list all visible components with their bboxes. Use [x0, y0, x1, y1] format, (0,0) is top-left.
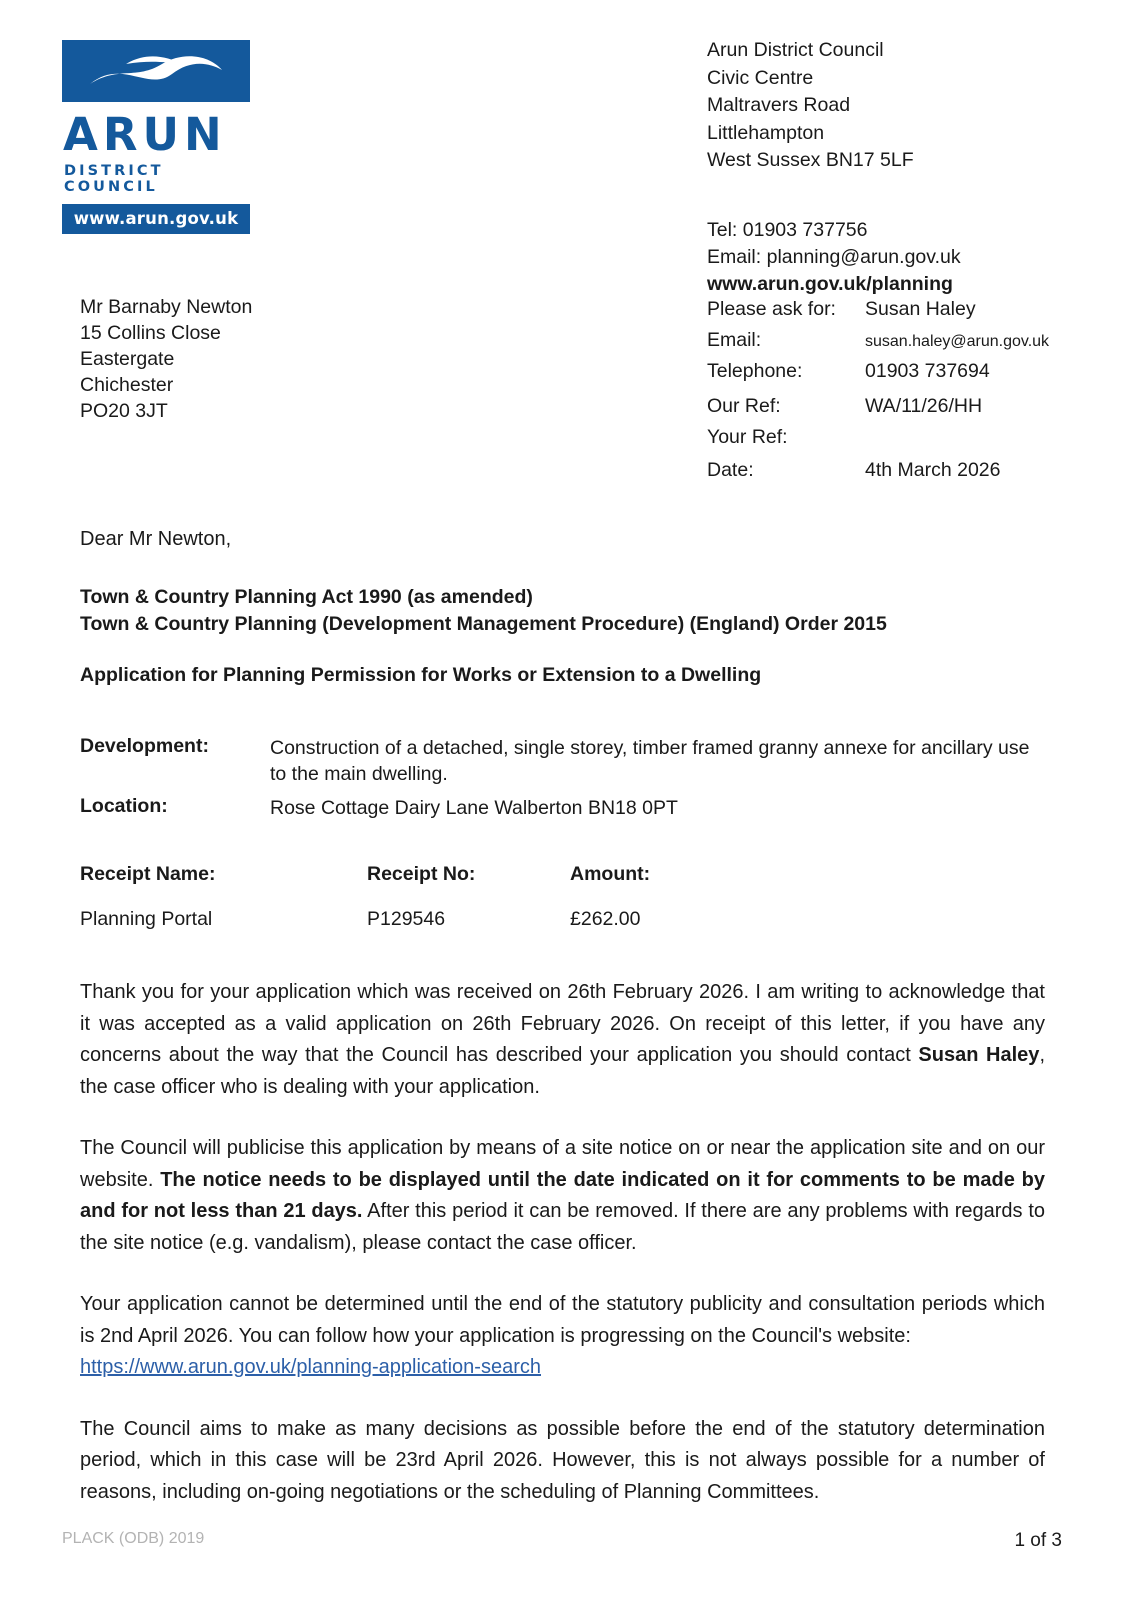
location-row: [80, 795, 1045, 821]
officer-email-label: Email:: [707, 329, 762, 351]
logo-wordmark: ARUN: [63, 108, 227, 161]
receipt-no-value: P129546: [367, 908, 446, 930]
receipt-header-row: [80, 863, 1045, 886]
council-address-line-4: Littlehampton: [707, 121, 825, 144]
receipt-amount-header: Amount:: [570, 863, 651, 885]
addressee-line-1: Mr Barnaby Newton: [80, 296, 253, 318]
paragraph-1-text-a: Thank you for your application which was received on 26th February 2026. I am writing to acknowledge that it was accepted as a valid application on 26th February 2026. On receipt of this letter, if you have any concerns about the way that the Council has described your application you should contact: [80, 981, 1045, 1066]
council-email: Email: planning@arun.gov.uk: [707, 246, 961, 268]
date-value: 4th March 2026: [865, 459, 1001, 481]
paragraph-acknowledgement: [80, 977, 1045, 1103]
your-ref-label: Your Ref:: [707, 426, 788, 448]
council-address-line-5: West Sussex BN17 5LF: [707, 149, 914, 171]
location-label: Location:: [80, 795, 168, 817]
paragraph-publicity: [80, 1133, 1045, 1259]
receipt-name-value: Planning Portal: [80, 908, 213, 930]
act-line-1: Town & Country Planning Act 1990 (as amended): [80, 586, 533, 608]
planning-application-search-link[interactable]: https://www.arun.gov.uk/planning-application-search: [80, 1356, 541, 1378]
ref-row-email: [707, 329, 1107, 352]
council-address-block: [707, 37, 914, 175]
date-label: Date:: [707, 459, 754, 481]
location-value: Rose Cottage Dairy Lane Walberton BN18 0PT: [270, 797, 678, 819]
development-label: Development:: [80, 735, 209, 757]
development-value: Construction of a detached, single storey, timber framed granny annexe for ancillary use to the main dwelling.: [270, 737, 1030, 785]
paragraph-1-text-b: , the case officer who is dealing with your application.: [80, 1044, 1045, 1098]
act-line-2: Town & Country Planning (Development Management Procedure) (England) Order 2015: [80, 613, 887, 635]
ask-for-label: Please ask for:: [707, 298, 836, 320]
paragraph-consultation: [80, 1289, 1045, 1384]
council-contact-block: [707, 217, 961, 298]
application-details-table: [80, 735, 1045, 821]
council-address-line-1: Arun District Council: [707, 39, 884, 61]
ref-row-your-ref: [707, 426, 1107, 449]
letter-body: [80, 528, 1045, 1538]
footer-document-code: PLACK (ODB) 2019: [62, 1530, 205, 1547]
reference-details: [707, 298, 1107, 490]
ask-for-value: Susan Haley: [865, 298, 976, 320]
logo-subtitle: DISTRICT COUNCIL: [64, 163, 164, 196]
officer-email-value: susan.haley@arun.gov.uk: [865, 333, 1050, 350]
legislation-heading: [80, 584, 1045, 638]
council-telephone: Tel: 01903 737756: [707, 219, 868, 241]
table-row: [80, 908, 1045, 931]
ref-row-ask-for: [707, 298, 1107, 321]
our-ref-value: WA/11/26/HH: [865, 395, 983, 417]
site-notice-requirement: The notice needs to be displayed until the date indicated on it for comments to be made by and for not less than 21 days.: [80, 1168, 1045, 1222]
salutation: Dear Mr Newton,: [80, 528, 232, 550]
officer-telephone-label: Telephone:: [707, 360, 803, 382]
paragraph-3-text: Your application cannot be determined until the end of the statutory publicity and consultation periods which is 2nd April 2026. You can follow how your application is progressing on the Council's website:: [80, 1293, 1045, 1347]
paragraph-2-text-a: The Council will publicise this application by means of a site notice on or near the application site and on our website.: [80, 1137, 1045, 1191]
page-number: 1 of 3: [1014, 1530, 1062, 1551]
receipt-table: [80, 863, 1045, 931]
officer-telephone-value: 01903 737694: [865, 360, 990, 382]
our-ref-label: Our Ref:: [707, 395, 781, 417]
ref-row-telephone: [707, 360, 1107, 383]
addressee-block: [80, 294, 252, 424]
paragraph-2-text-b: After this period it can be removed. If there are any problems with regards to the site notice (e.g. vandalism), please contact the case officer.: [80, 1200, 1045, 1254]
council-address-line-2: Civic Centre: [707, 66, 814, 89]
wave-icon: [62, 40, 250, 102]
receipt-name-header: Receipt Name:: [80, 863, 216, 885]
receipt-no-header: Receipt No:: [367, 863, 476, 885]
ref-row-date: [707, 459, 1107, 482]
ref-row-our-ref: [707, 395, 1107, 418]
addressee-line-5: PO20 3JT: [80, 400, 168, 422]
addressee-line-2: 15 Collins Close: [80, 322, 221, 344]
addressee-line-4: Chichester: [80, 374, 174, 396]
logo-website-banner: www.arun.gov.uk: [62, 204, 250, 234]
addressee-line-3: Eastergate: [80, 348, 175, 370]
application-heading: Application for Planning Permission for Works or Extension to a Dwelling: [80, 664, 762, 686]
paragraph-determination: The Council aims to make as many decisions as possible before the end of the statutory determination period, which in this case will be 23rd April 2026. However, this is not always possible for a number of reasons, including on-going negotiations or the scheduling of Planning Committees.: [80, 1417, 1045, 1503]
case-officer-name: Susan Haley: [918, 1044, 1040, 1066]
council-website: www.arun.gov.uk/planning: [707, 273, 953, 295]
receipt-amount-value: £262.00: [570, 908, 641, 930]
development-row: [80, 735, 1045, 787]
arun-district-council-logo: [62, 40, 254, 234]
letter-header: [0, 32, 1130, 481]
council-address-line-3: Maltravers Road: [707, 94, 851, 116]
